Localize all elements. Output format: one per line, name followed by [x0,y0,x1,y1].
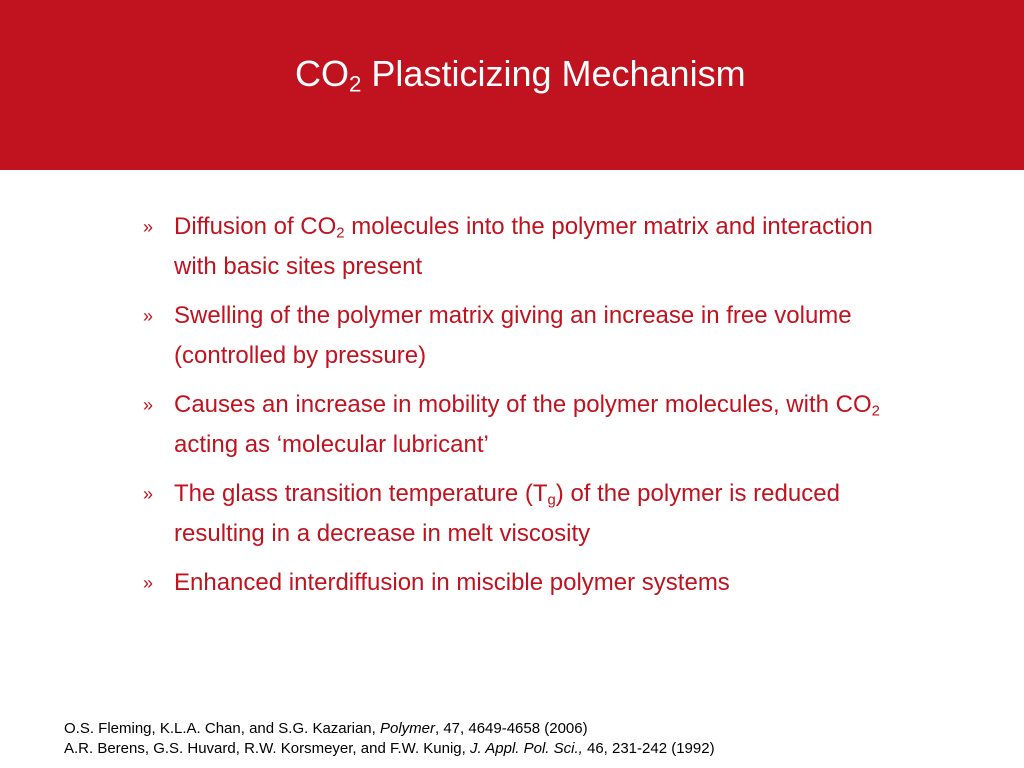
bullet-subscript: g [547,492,556,509]
bullet-text [174,391,880,458]
bullet-item [143,474,903,554]
bullet-list [143,207,903,612]
bullet-item [143,296,903,376]
bullet-subscript: 2 [336,225,345,242]
title-subscript: 2 [349,71,362,97]
bullet-text-segment: Diffusion of CO [174,213,337,240]
bullet-subscript: 2 [871,403,880,420]
slide-title [295,52,746,96]
reference-text: O.S. Fleming, K.L.A. Chan, and S.G. Kazarian, [64,720,380,737]
bullet-text [174,302,852,369]
title-bar [0,0,1024,170]
bullet-marker-icon: » [143,484,154,504]
reference-text: A.R. Berens, G.S. Huvard, R.W. Korsmeyer, and F.W. Kunig, [64,740,470,757]
bullet-text-segment: Enhanced interdiffusion in miscible polymer systems [174,569,730,596]
reference-text: , 47, 4649-4658 (2006) [435,720,588,737]
bullet-text [174,480,840,547]
bullet-text [174,213,873,280]
bullet-marker-icon: » [143,573,154,593]
bullet-text-segment: molecules into the polymer matrix and interaction with basic sites present [174,213,873,280]
bullet-marker-icon: » [143,395,154,415]
bullet-text-segment: ) of the polymer is reduced resulting in a decrease in melt viscosity [174,480,840,547]
bullet-item [143,563,903,603]
bullet-text-segment: The glass transition temperature (T [174,480,548,507]
bullet-marker-icon: » [143,306,154,326]
bullet-marker-icon: » [143,217,154,237]
reference-journal: Polymer [379,720,435,737]
reference-line [64,719,715,739]
references [64,719,715,759]
reference-line [64,739,715,759]
title-text: CO [295,53,349,94]
bullet-text-segment: acting as ‘molecular lubricant’ [174,431,489,458]
bullet-item [143,385,903,465]
bullet-text-segment: Swelling of the polymer matrix giving an increase in free volume (controlled by pressure) [174,302,852,369]
title-text-rest: Plasticizing Mechanism [361,53,746,94]
bullet-text-segment: Causes an increase in mobility of the polymer molecules, with CO [174,391,872,418]
reference-text: 46, 231-242 (1992) [582,740,715,757]
bullet-text [174,569,730,596]
reference-journal: J. Appl. Pol. Sci., [469,740,583,757]
bullet-item [143,207,903,287]
